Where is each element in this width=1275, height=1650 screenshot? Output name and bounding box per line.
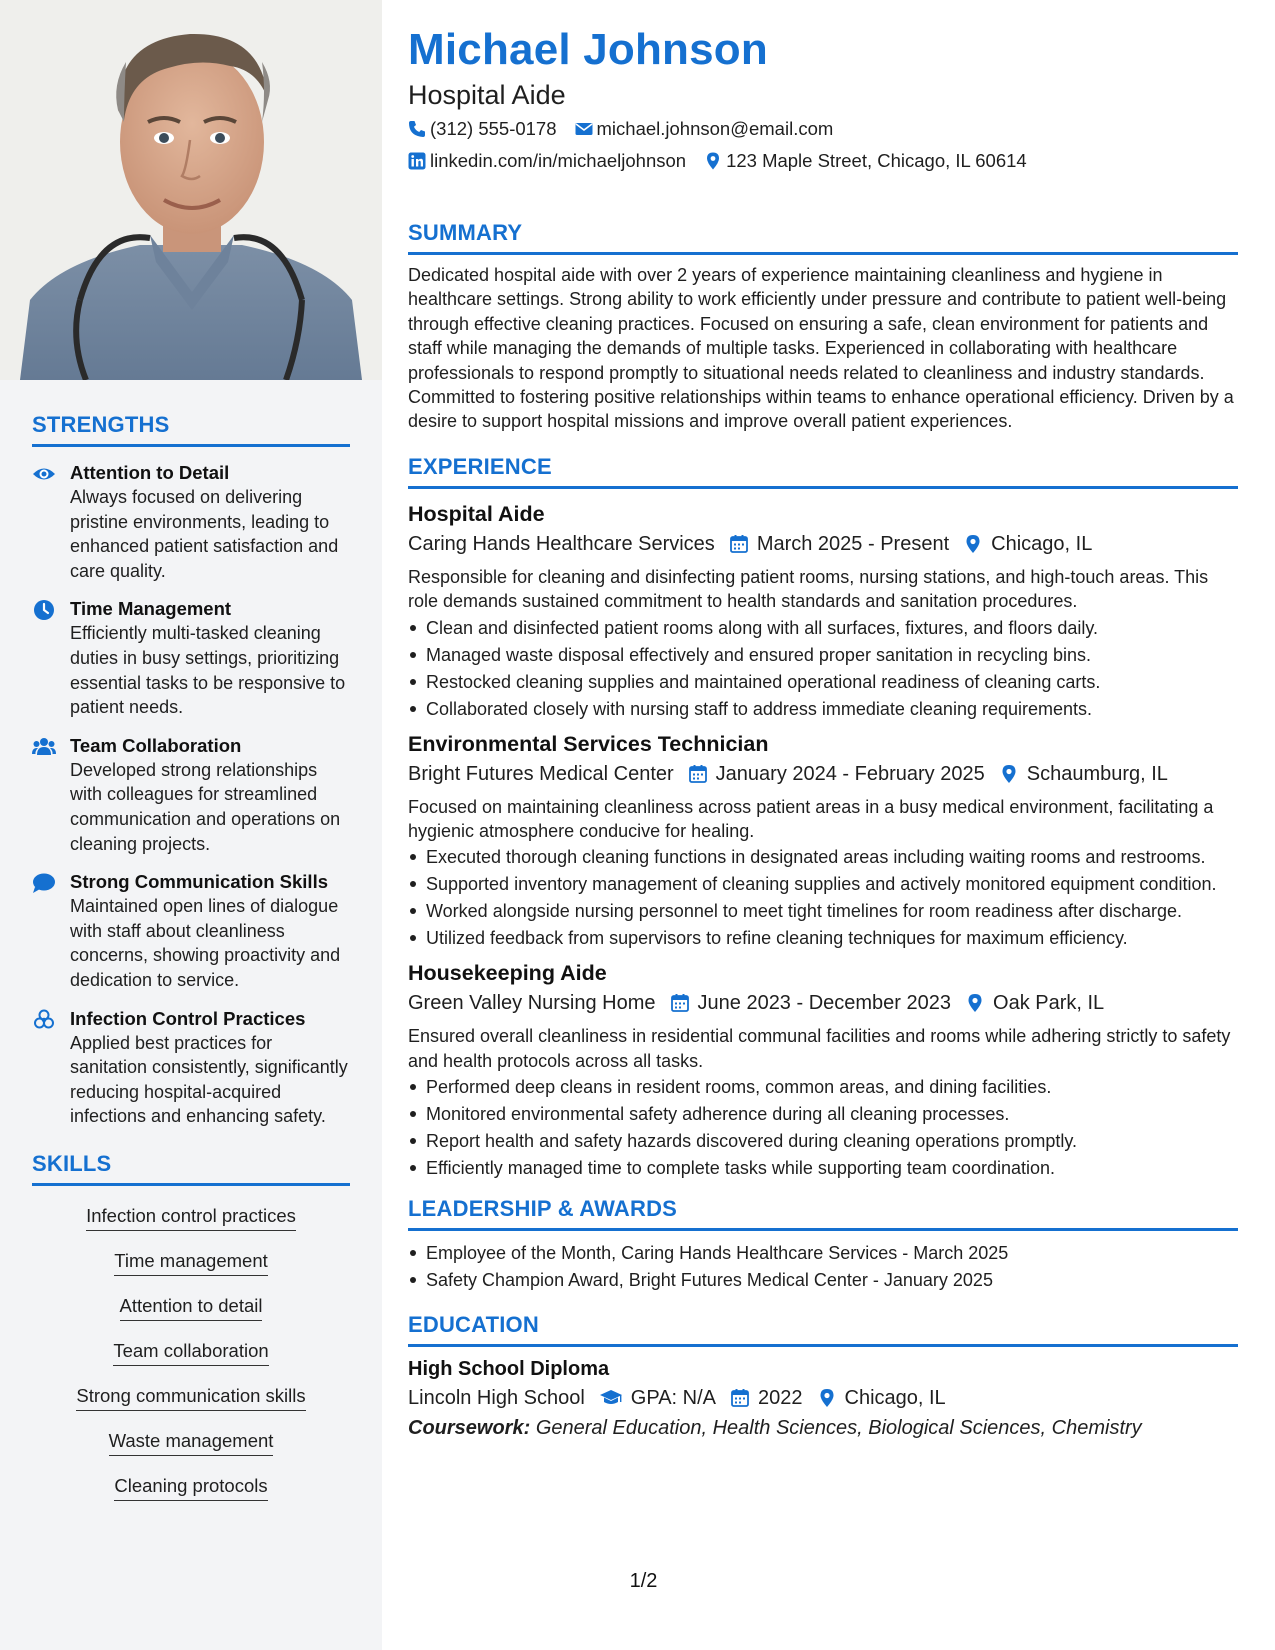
job-desc: Responsible for cleaning and disinfecting patient rooms, nursing stations, and high-touch areas. This role demands sustained commitment to health standards and sanitation procedures. — [408, 566, 1209, 612]
candidate-name: Michael Johnson — [408, 25, 768, 74]
phone-text: (312) 555-0178 — [430, 118, 557, 139]
education-section — [408, 1312, 1238, 1443]
list-item: Monitored environmental safety adherence during all cleaning processes. — [408, 1102, 1238, 1126]
strength-name: Team Collaboration — [70, 734, 242, 756]
job-bullets — [408, 1075, 1238, 1180]
skill-item: Cleaning protocols — [114, 1474, 267, 1501]
coursework-text: General Education, Health Sciences, Biological Sciences, Chemistry — [535, 1417, 1142, 1440]
job-entry — [408, 499, 1238, 721]
phone-icon — [408, 120, 426, 138]
edu-school: Lincoln High School — [408, 1387, 585, 1410]
job-role: Environmental Services Technician — [408, 731, 769, 756]
strength-name: Infection Control Practices — [70, 1007, 306, 1029]
strength-item — [32, 597, 350, 719]
strength-name: Strong Communication Skills — [70, 871, 328, 893]
list-item: Clean and disinfected patient rooms along with all surfaces, fixtures, and floors daily. — [408, 616, 1238, 640]
email-text: michael.johnson@email.com — [596, 118, 834, 139]
job-desc: Focused on maintaining cleanliness across patient areas in a busy medical environment, facilitating a hygienic atmosphere conducive for healing. — [408, 796, 1214, 842]
summary-section — [408, 220, 1238, 434]
awards-list — [408, 1241, 1238, 1292]
list-item: Report health and safety hazards discovered during cleaning operations promptly. — [408, 1129, 1238, 1153]
strength-desc: Developed strong relationships with colleagues for streamlined communication and operations on cleaning projects. — [70, 759, 341, 854]
linkedin-icon — [408, 152, 426, 170]
strength-desc: Always focused on delivering pristine environments, leading to enhanced patient satisfaction and care quality. — [70, 487, 339, 581]
calendar-icon — [729, 534, 749, 554]
job-entry — [408, 729, 1238, 951]
experience-section — [408, 454, 1238, 1180]
biohazard-icon — [32, 1009, 56, 1031]
map-pin-icon — [704, 152, 722, 170]
list-item: Efficiently managed time to complete tasks while supporting team coordination. — [408, 1156, 1238, 1180]
calendar-icon — [670, 993, 690, 1013]
list-item: Collaborated closely with nursing staff to address immediate cleaning requirements. — [408, 697, 1238, 721]
job-location: Oak Park, IL — [993, 992, 1105, 1015]
job-bullets — [408, 845, 1238, 950]
map-pin-icon — [965, 993, 985, 1013]
job-desc: Ensured overall cleanliness in residential communal facilities and rooms while adhering strictly to safety and health protocols across all tasks. — [408, 1026, 1231, 1071]
calendar-icon — [730, 1388, 750, 1408]
strength-item — [32, 461, 350, 583]
list-item: Worked alongside nursing personnel to meet tight timelines for room readiness after discharge. — [408, 899, 1238, 923]
strength-name: Time Management — [70, 598, 232, 620]
edu-location: Chicago, IL — [844, 1387, 946, 1410]
strength-desc: Maintained open lines of dialogue with staff about cleanliness concerns, showing proactivity and dedication to service. — [70, 896, 341, 990]
job-role: Housekeeping Aide — [408, 961, 607, 986]
job-meta — [408, 759, 1238, 789]
list-item: Employee of the Month, Caring Hands Healthcare Services - March 2025 — [408, 1241, 1238, 1265]
strengths-title: STRENGTHS — [32, 412, 350, 447]
main-content — [408, 24, 1238, 1443]
sidebar — [0, 0, 382, 1650]
awards-title: LEADERSHIP & AWARDS — [408, 1196, 1238, 1231]
linkedin-contact[interactable] — [408, 148, 686, 174]
skill-list — [32, 1204, 350, 1519]
edu-degree: High School Diploma — [408, 1358, 610, 1381]
page-number: 1/2 — [629, 1570, 658, 1592]
email-contact[interactable] — [575, 116, 834, 142]
list-item: Performed deep cleans in resident rooms, common areas, and dining facilities. — [408, 1075, 1238, 1099]
eye-icon — [32, 463, 56, 485]
strength-item — [32, 1007, 350, 1129]
skill-item: Attention to detail — [120, 1294, 263, 1321]
job-company: Caring Hands Healthcare Services — [408, 532, 715, 555]
profile-photo-illustration — [0, 0, 382, 380]
awards-section — [408, 1196, 1238, 1292]
job-role: Hospital Aide — [408, 501, 545, 526]
map-pin-icon — [817, 1388, 837, 1408]
envelope-icon — [575, 120, 593, 138]
experience-title: EXPERIENCE — [408, 454, 1238, 489]
job-entry — [408, 958, 1238, 1180]
list-item: Safety Champion Award, Bright Futures Medical Center - January 2025 — [408, 1268, 1238, 1292]
calendar-icon — [688, 764, 708, 784]
edu-year: 2022 — [758, 1387, 803, 1410]
summary-text: Dedicated hospital aide with over 2 years of experience maintaining cleanliness and hygiene in healthcare settings. Strong ability to work efficiently under pressure and contribute to patient well-being through effective cleaning practices. Focused on ensuring a safe, clean environment for patients and staff while managing the demands of multiple tasks. Experienced in collaborating with healthcare professionals to respond promptly to situational needs related to cleanliness and industry standards. Committed to fostering positive relationships within teams to enhance operational efficiency. Driven by a desire to support hospital missions and improve overall patient experiences. — [408, 265, 1234, 432]
users-icon — [32, 736, 56, 758]
skills-title: SKILLS — [32, 1151, 350, 1186]
education-title: EDUCATION — [408, 1312, 1238, 1347]
clock-icon — [32, 599, 56, 621]
linkedin-text: linkedin.com/in/michaeljohnson — [430, 150, 687, 171]
map-pin-icon — [963, 534, 983, 554]
map-pin-icon — [999, 764, 1019, 784]
list-item: Executed thorough cleaning functions in designated areas including waiting rooms and restrooms. — [408, 845, 1238, 869]
graduation-cap-icon — [599, 1388, 623, 1408]
strength-item — [32, 870, 350, 992]
job-bullets — [408, 616, 1238, 721]
strength-desc: Applied best practices for sanitation consistently, significantly reducing hospital-acquired infections and enhancing safety. — [70, 1032, 348, 1127]
phone-contact[interactable] — [408, 116, 557, 142]
job-meta — [408, 529, 1238, 559]
edu-gpa: GPA: N/A — [630, 1387, 716, 1410]
address-contact — [704, 148, 1027, 174]
candidate-title: Hospital Aide — [408, 80, 566, 110]
skill-item: Strong communication skills — [76, 1384, 305, 1411]
strength-name: Attention to Detail — [70, 462, 230, 483]
profile-photo — [0, 0, 382, 380]
contact-row — [408, 116, 1238, 142]
list-item: Restocked cleaning supplies and maintained operational readiness of cleaning carts. — [408, 670, 1238, 694]
summary-title: SUMMARY — [408, 220, 1238, 255]
job-company: Bright Futures Medical Center — [408, 762, 674, 785]
job-location: Chicago, IL — [991, 532, 1093, 555]
job-dates: June 2023 - December 2023 — [697, 992, 952, 1015]
list-item: Supported inventory management of cleaning supplies and actively monitored equipment condition. — [408, 872, 1238, 896]
skill-item: Time management — [114, 1249, 268, 1276]
contact-row-2 — [408, 148, 1238, 174]
job-dates: January 2024 - February 2025 — [715, 762, 985, 785]
skill-item: Infection control practices — [86, 1204, 296, 1231]
skill-item: Team collaboration — [113, 1339, 268, 1366]
job-location: Schaumburg, IL — [1026, 762, 1168, 785]
skill-item: Waste management — [109, 1429, 274, 1456]
address-text: 123 Maple Street, Chicago, IL 60614 — [726, 150, 1027, 171]
list-item: Utilized feedback from supervisors to refine cleaning techniques for maximum efficiency. — [408, 926, 1238, 950]
job-dates: March 2025 - Present — [756, 532, 950, 555]
job-meta — [408, 988, 1238, 1018]
strength-item — [32, 734, 350, 856]
comment-icon — [32, 872, 56, 894]
job-company: Green Valley Nursing Home — [408, 992, 656, 1015]
edu-meta — [408, 1383, 1238, 1413]
edu-coursework — [408, 1413, 1238, 1443]
coursework-label: Coursework: — [408, 1417, 531, 1440]
list-item: Managed waste disposal effectively and ensured proper sanitation in recycling bins. — [408, 643, 1238, 667]
strength-desc: Efficiently multi-tasked cleaning duties in busy settings, prioritizing essential tasks to be responsive to patient needs. — [70, 623, 346, 718]
